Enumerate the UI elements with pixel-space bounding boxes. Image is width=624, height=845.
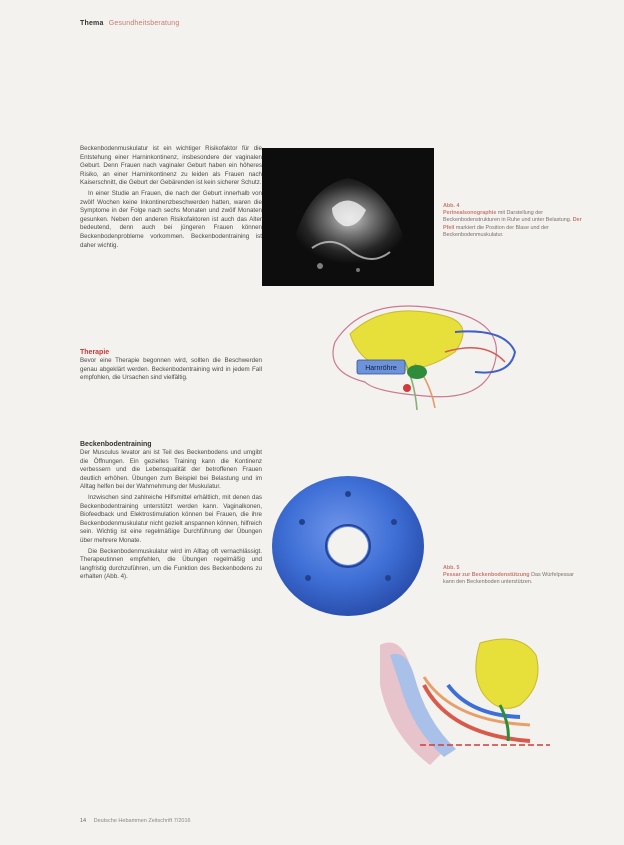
pessary-center-hole [328,527,368,565]
paragraph-1: Beckenbodenmuskulatur ist ein wichtiger Risikofaktor für die Entstehung einer Harninkontinenz, insbesondere der vaginalen Geburt. Denn Frauen nach vaginaler Geburt haben ein höheres Risiko, an einer Harninkontinenz zu leiden als Frauen nach Kaiserschnitt, die Geburt der Gebärenden ist kein sicherer Schutz. [80,145,262,187]
training-section [80,440,262,582]
therapy-section [80,348,262,383]
page-number: 14 [80,818,87,824]
training-paragraph-1: Der Musculus levator ani ist Teil des Beckenbodens und umgibt die Öffnungen. Ein gezieltes Training kann die Kontinenz verbessern und die Lebensqualität der betroffenen Frauen deutlich erhöhen. Übungen zum Beispiel bei Belastung und im Alltag helfen bei der Wahrnehmung der Muskulatur. [80,449,262,491]
page-header [80,20,179,27]
pessary-hole-top [345,491,351,497]
journal-name: Deutsche Hebammen Zeitschrift 7/2016 [93,818,191,824]
anatomy-illustration-bottom [360,625,560,775]
pessary-hole-right [391,519,397,525]
therapy-paragraph: Bevor eine Therapie begonnen wird, sollten die Beschwerden genau abgeklärt werden. Beckenbodentraining wird in jedem Fall empfohlen, die Ursachen sind vielfältig. [80,357,262,382]
figure4-caption-text-2: markiert die Position der Blase und der Beckenbodenmuskulatur. [443,224,549,238]
urethra-label: Harnröhre [365,365,397,372]
paragraph-2: In einer Studie an Frauen, die nach der Geburt innerhalb von zwölf Wochen keine Inkontinenzbeschwerden hatten, waren die Symptome in der Folge nach sechs Monaten und zwölf Monaten gesunken. Neben den anderen Risikofaktoren ist auch das Alter bedeutend, denn auch bei jüngeren Frauen können Beckenbodenprobleme vorkommen. Beckenbodentraining ist daher wichtig. [80,189,262,249]
therapy-heading: Therapie [80,349,110,356]
training-paragraph-2: Inzwischen sind zahlreiche Hilfsmittel erhältlich, mit denen das Beckenbodentraining unterstützt werden kann. Vaginalkonen, Biofeedback und Elektrostimulation können bei Frauen, die ihre Beckenbodenmuskulatur nicht gezielt anspannen können, hilfreich sein. Wichtig ist eine regelmäßige Durchführung der Übungen über mehrere Monate. [80,493,262,544]
red-node [403,384,411,392]
figure5-caption-highlight: Pessar zur Beckenbodenstützung [443,572,530,579]
training-paragraph-3: Die Beckenbodenmuskulatur wird im Alltag oft vernachlässigt. Therapeutinnen empfehlen, die Übungen regelmäßig und langfristig durchzuführen, um die Funktion des Beckenbodens zu erhalten (Abb. 4). [80,547,262,581]
ultrasound-graphic [262,148,434,286]
section-label: Thema [80,20,104,27]
green-node [407,365,427,379]
page-footer [80,818,191,824]
figure4-label: Abb. 4 [443,203,460,209]
pessary-image [262,466,434,624]
pessary-hole-bottom-left [305,575,311,581]
ultrasound-image [262,148,434,286]
figure4-caption-highlight-2: Der Pfeil [443,217,582,231]
figure5-caption-text: Das Würfelpessar kann den Beckenboden unterstützen. [443,572,574,586]
figure4-caption [443,203,583,239]
figure4-caption-highlight-1: Perinealsonographie [443,210,497,217]
figure4-caption-text-1: mit Darstellung der Beckenbodenstrukturen in Ruhe und unter Belastung. [443,210,572,224]
figure5-caption [443,565,583,587]
text-column-top [80,145,262,250]
anatomy-illustration-top [305,292,545,422]
pessary-hole-bottom-right [385,575,391,581]
figure5-label: Abb. 5 [443,565,460,571]
training-heading: Beckenbodentraining [80,441,152,448]
pessary-hole-left [299,519,305,525]
topic-label: Gesundheitsberatung [108,20,180,27]
blue-line [455,331,515,372]
bladder-shape-2 [476,639,538,708]
